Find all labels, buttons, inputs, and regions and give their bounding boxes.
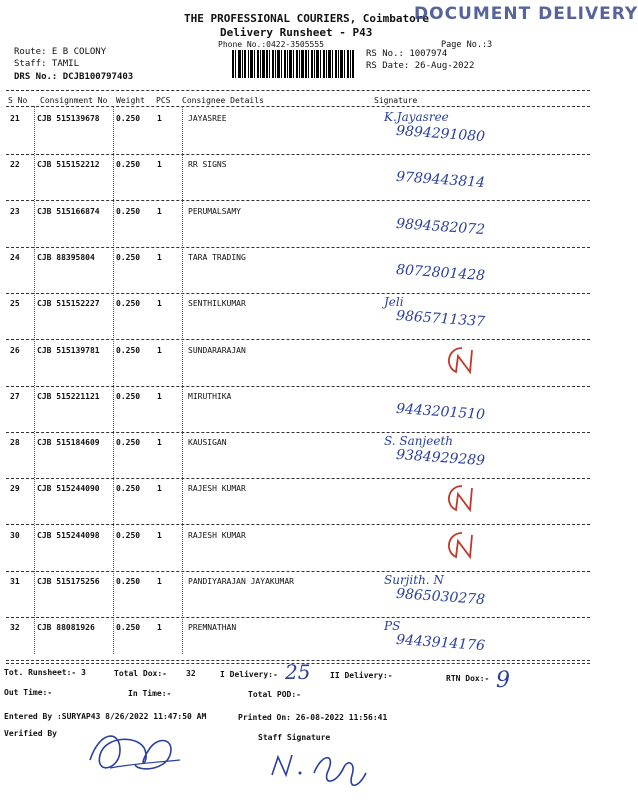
row-pcs: 1	[157, 484, 162, 494]
row-consignee: PANDIYARAJAN JAYAKUMAR	[188, 577, 294, 586]
row-signature-name: S. Sanjeeth	[384, 434, 453, 449]
document-delivery-stamp: DOCUMENT DELIVERY	[414, 4, 638, 24]
rtn-dox-label: RTN Dox:-	[446, 674, 490, 683]
drs-number: DRS No.: DCJB100797403	[14, 72, 134, 82]
row-sno: 28	[10, 438, 20, 448]
total-dox-label: Total Dox:-	[114, 669, 167, 678]
row-consignee: RAJESH KUMAR	[188, 530, 246, 540]
row-weight: 0.250	[116, 530, 141, 540]
row-signature-phone: 9894582072	[395, 215, 486, 238]
row-pcs: 1	[157, 345, 162, 355]
row-weight: 0.250	[116, 484, 141, 494]
row-sno: 30	[10, 530, 20, 540]
verified-signature-icon	[80, 720, 190, 780]
row-pcs: 1	[157, 391, 162, 401]
company-name: THE PROFESSIONAL COURIERS, Coimbatore	[184, 12, 430, 25]
out-time: Out Time:-	[4, 688, 53, 697]
row-consignment-no: CJB 515152227	[37, 299, 100, 309]
row-signature-phone: 9789443814	[395, 169, 486, 192]
header-rule-top	[6, 90, 590, 91]
row-separator	[6, 293, 590, 294]
sheet-title: Delivery Runsheet - P43	[220, 26, 373, 39]
page-number: Page No.:3	[441, 40, 493, 50]
row-sno: 23	[10, 206, 20, 216]
row-pcs: 1	[157, 160, 162, 170]
phone-number: Phone No.:0422-3505555	[218, 40, 324, 49]
row-weight: 0.250	[116, 623, 141, 633]
row-sno: 26	[10, 345, 20, 355]
row-pcs: 1	[157, 438, 162, 448]
staff-signature-label: Staff Signature	[258, 733, 331, 742]
rs-date: RS Date: 26-Aug-2022	[366, 61, 475, 71]
row-consignment-no: CJB 515244098	[37, 530, 100, 540]
row-signature-name: PS	[384, 619, 401, 634]
col-weight: Weight	[116, 96, 145, 105]
row-consignment-no: CJB 515166874	[37, 206, 100, 216]
route-label: Route: E B COLONY	[14, 47, 107, 57]
row-pcs: 1	[157, 252, 162, 262]
row-consignment-no: CJB 515221121	[37, 391, 100, 401]
row-pcs: 1	[157, 530, 162, 540]
row-separator	[6, 200, 590, 201]
col-sno: S No	[8, 96, 28, 105]
row-consignee: MIRUTHIKA	[188, 391, 232, 401]
row-weight: 0.250	[116, 114, 141, 123]
col-pcs: PCS	[156, 96, 171, 105]
row-signature-phone: 9894291080	[395, 122, 486, 146]
column-divider	[113, 106, 114, 654]
row-weight: 0.250	[116, 438, 141, 448]
row-weight: 0.250	[116, 160, 141, 170]
row-consignee: SUNDARARAJAN	[188, 345, 246, 355]
i-delivery-handwritten: 25	[285, 660, 311, 684]
staff-signature-icon	[266, 745, 376, 795]
row-signature-phone: 9443914176	[395, 632, 486, 655]
total-pod: Total POD:-	[248, 690, 301, 699]
row-signature-name: Surjith. N	[384, 573, 444, 587]
row-consignment-no: CJB 515184609	[37, 438, 100, 448]
row-consignee: PREMNATHAN	[188, 623, 237, 633]
row-consignee: JAYASREE	[188, 114, 227, 123]
row-weight: 0.250	[116, 252, 141, 262]
row-consignment-no: CJB 515175256	[37, 577, 100, 586]
row-consignee: KAUSIGAN	[188, 438, 227, 448]
total-dox-value: 32	[186, 669, 196, 678]
tot-runsheet: Tot. Runsheet:- 3	[4, 668, 86, 677]
col-consignee: Consignee Details	[182, 96, 264, 105]
row-consignment-no: CJB 515244090	[37, 484, 100, 494]
row-return-mark-icon	[440, 482, 480, 516]
row-sno: 31	[10, 577, 20, 586]
column-divider	[34, 106, 35, 654]
row-sno: 25	[10, 299, 20, 309]
row-consignee: RAJESH KUMAR	[188, 484, 246, 494]
row-signature-phone: 9865711337	[395, 308, 486, 331]
header-rule-bottom	[6, 106, 590, 107]
row-separator	[6, 617, 590, 618]
row-consignee: SENTHILKUMAR	[188, 299, 246, 309]
row-sno: 22	[10, 160, 20, 170]
row-weight: 0.250	[116, 391, 141, 401]
in-time: In Time:-	[128, 689, 172, 698]
row-pcs: 1	[157, 577, 162, 586]
row-return-mark-icon	[440, 344, 480, 378]
row-weight: 0.250	[116, 577, 141, 586]
column-divider	[182, 106, 183, 654]
rtn-dox-handwritten: 9	[496, 668, 510, 693]
row-signature-name: K.Jayasree	[384, 110, 449, 124]
row-pcs: 1	[157, 299, 162, 309]
row-pcs: 1	[157, 623, 162, 633]
row-consignment-no: CJB 515139678	[37, 114, 100, 123]
row-separator	[6, 432, 590, 433]
row-separator	[6, 524, 590, 525]
row-weight: 0.250	[116, 206, 141, 216]
staff-label: Staff: TAMIL	[14, 59, 80, 69]
row-weight: 0.250	[116, 299, 141, 309]
row-consignment-no: CJB 515152212	[37, 160, 100, 170]
row-separator	[6, 154, 590, 155]
col-consignment: Consignment No	[40, 96, 108, 105]
row-return-mark-icon	[440, 529, 480, 563]
entered-by: Entered By :SURYAP43 8/26/2022 11:47:50 AM	[4, 712, 207, 721]
rs-number: RS No.: 1007974	[366, 49, 448, 59]
row-signature-phone: 9865030278	[395, 585, 486, 609]
row-separator	[6, 339, 590, 340]
ii-delivery-label: II Delivery:-	[330, 671, 393, 680]
row-separator	[6, 386, 590, 387]
row-pcs: 1	[157, 114, 162, 123]
row-weight: 0.250	[116, 345, 141, 355]
row-consignee: RR SIGNS	[188, 160, 227, 170]
row-sno: 32	[10, 623, 20, 633]
printed-on: Printed On: 26-08-2022 11:56:41	[238, 713, 388, 722]
row-separator	[6, 478, 590, 479]
row-sno: 27	[10, 391, 20, 401]
col-signature: Signature	[374, 96, 418, 105]
row-sno: 21	[10, 114, 20, 123]
row-sno: 24	[10, 252, 20, 262]
row-separator	[6, 571, 590, 572]
row-consignee: PERUMALSAMY	[188, 206, 241, 216]
row-consignment-no: CJB 88395804	[37, 252, 95, 262]
row-consignee: TARA TRADING	[188, 252, 246, 262]
row-signature-name: Jeli	[384, 295, 404, 310]
row-signature-phone: 8072801428	[395, 261, 486, 284]
row-signature-phone: 9384929289	[395, 447, 486, 470]
row-signature-phone: 9443201510	[395, 400, 486, 423]
row-pcs: 1	[157, 206, 162, 216]
row-consignment-no: CJB 515139781	[37, 345, 100, 355]
verified-by: Verified By	[4, 729, 57, 738]
row-separator	[6, 247, 590, 248]
row-consignment-no: CJB 88081926	[37, 623, 95, 633]
i-delivery-label: I Delivery:-	[220, 670, 278, 679]
barcode-icon	[232, 50, 354, 78]
row-sno: 29	[10, 484, 20, 494]
